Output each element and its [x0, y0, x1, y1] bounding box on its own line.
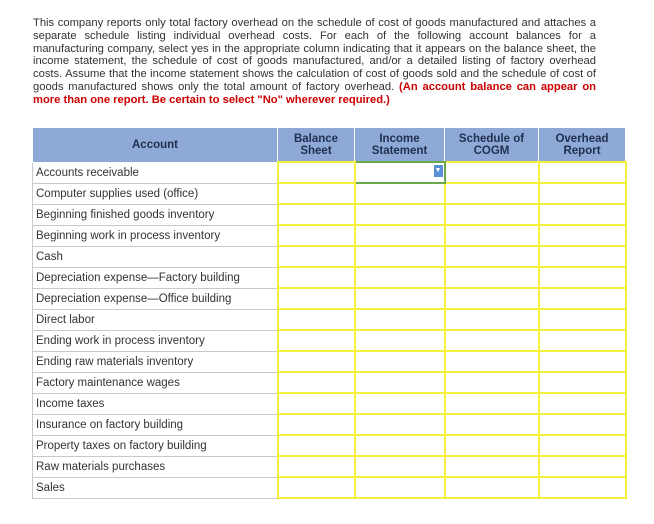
overhead-report-select[interactable] — [539, 309, 626, 330]
table-row — [33, 393, 626, 414]
income-statement-select[interactable] — [355, 393, 445, 414]
account-name: Insurance on factory building — [33, 414, 278, 435]
overhead-report-select[interactable] — [539, 372, 626, 393]
balance-sheet-select[interactable] — [278, 351, 355, 372]
table-row — [33, 309, 626, 330]
account-name: Beginning finished goods inventory — [33, 204, 278, 225]
header-balance-sheet: Balance Sheet — [278, 128, 355, 163]
overhead-report-select[interactable] — [539, 477, 626, 498]
instructions-text: This company reports only total factory overhead on the schedule of cost of goods manufactured and attaches a separate schedule listing individual overhead costs. For each of the following account balances for a manufacturing company, select yes in the appropriate column indicating that it appears on the balance sheet, the income statement, the schedule of cost of goods manufactured, and/or a detailed listing of factory overhead costs. Assume that the income statement shows the calculation of cost of goods sold and the schedule of cost of goods manufactured shows only the total amount of factory overhead. — [33, 17, 596, 93]
table-row — [33, 288, 626, 309]
balance-sheet-select[interactable] — [278, 330, 355, 351]
cogm-select[interactable] — [445, 414, 539, 435]
account-name: Cash — [33, 246, 278, 267]
account-name: Ending work in process inventory — [33, 330, 278, 351]
cogm-select[interactable] — [445, 456, 539, 477]
overhead-report-select[interactable] — [539, 393, 626, 414]
instructions-note: (An account balance can appear on more than one report. Be certain to select "No" wherever required.) — [33, 80, 596, 106]
cogm-select[interactable] — [445, 393, 539, 414]
income-statement-select[interactable] — [355, 477, 445, 498]
income-statement-select[interactable] — [355, 267, 445, 288]
balance-sheet-select[interactable] — [278, 183, 355, 204]
table-row — [33, 162, 626, 183]
income-statement-select[interactable] — [355, 456, 445, 477]
cogm-select[interactable] — [445, 204, 539, 225]
account-name: Depreciation expense—Office building — [33, 288, 278, 309]
header-cogm: Schedule of COGM — [445, 128, 539, 163]
balance-sheet-select[interactable] — [278, 162, 355, 183]
income-statement-select[interactable] — [355, 162, 445, 183]
balance-sheet-select[interactable] — [278, 372, 355, 393]
account-name: Raw materials purchases — [33, 456, 278, 477]
balance-sheet-select[interactable] — [278, 477, 355, 498]
overhead-report-select[interactable] — [539, 183, 626, 204]
account-name: Sales — [33, 477, 278, 498]
header-row — [33, 128, 626, 163]
income-statement-select[interactable] — [355, 435, 445, 456]
overhead-report-select[interactable] — [539, 414, 626, 435]
account-name: Computer supplies used (office) — [33, 183, 278, 204]
overhead-report-select[interactable] — [539, 204, 626, 225]
income-statement-select[interactable] — [355, 183, 445, 204]
cogm-select[interactable] — [445, 225, 539, 246]
balance-sheet-select[interactable] — [278, 288, 355, 309]
cogm-select[interactable] — [445, 477, 539, 498]
header-account: Account — [33, 128, 278, 163]
income-statement-select[interactable] — [355, 330, 445, 351]
cogm-select[interactable] — [445, 435, 539, 456]
income-statement-select[interactable] — [355, 246, 445, 267]
cogm-select[interactable] — [445, 183, 539, 204]
balance-sheet-select[interactable] — [278, 393, 355, 414]
balance-sheet-select[interactable] — [278, 414, 355, 435]
overhead-report-select[interactable] — [539, 225, 626, 246]
overhead-report-select[interactable] — [539, 456, 626, 477]
table-row — [33, 183, 626, 204]
balance-sheet-select[interactable] — [278, 309, 355, 330]
cogm-select[interactable] — [445, 267, 539, 288]
report-table — [32, 127, 627, 499]
overhead-report-select[interactable] — [539, 351, 626, 372]
header-overhead-report: Overhead Report — [539, 128, 626, 163]
balance-sheet-select[interactable] — [278, 267, 355, 288]
cogm-select[interactable] — [445, 288, 539, 309]
cogm-select[interactable] — [445, 162, 539, 183]
overhead-report-select[interactable] — [539, 246, 626, 267]
chevron-down-icon[interactable]: ▼ — [434, 165, 443, 177]
table-row — [33, 435, 626, 456]
overhead-report-select[interactable] — [539, 288, 626, 309]
account-name: Beginning work in process inventory — [33, 225, 278, 246]
account-name: Direct labor — [33, 309, 278, 330]
overhead-report-select[interactable] — [539, 435, 626, 456]
cogm-select[interactable] — [445, 372, 539, 393]
table-row — [33, 225, 626, 246]
balance-sheet-select[interactable] — [278, 204, 355, 225]
account-name: Income taxes — [33, 393, 278, 414]
income-statement-select[interactable] — [355, 204, 445, 225]
table-row — [33, 456, 626, 477]
income-statement-select[interactable] — [355, 288, 445, 309]
account-name: Property taxes on factory building — [33, 435, 278, 456]
table-row — [33, 372, 626, 393]
table-row — [33, 351, 626, 372]
overhead-report-select[interactable] — [539, 267, 626, 288]
cogm-select[interactable] — [445, 351, 539, 372]
account-name: Ending raw materials inventory — [33, 351, 278, 372]
balance-sheet-select[interactable] — [278, 435, 355, 456]
instructions — [33, 17, 596, 107]
table-row — [33, 246, 626, 267]
table-row — [33, 477, 626, 498]
balance-sheet-select[interactable] — [278, 456, 355, 477]
overhead-report-select[interactable] — [539, 162, 626, 183]
income-statement-select[interactable] — [355, 309, 445, 330]
cogm-select[interactable] — [445, 246, 539, 267]
balance-sheet-select[interactable] — [278, 225, 355, 246]
table-row — [33, 330, 626, 351]
table-row — [33, 267, 626, 288]
table-row — [33, 414, 626, 435]
header-income-statement: Income Statement — [355, 128, 445, 163]
cogm-select[interactable] — [445, 330, 539, 351]
income-statement-select[interactable] — [355, 351, 445, 372]
cogm-select[interactable] — [445, 309, 539, 330]
income-statement-select[interactable] — [355, 225, 445, 246]
account-name: Accounts receivable — [33, 162, 278, 183]
overhead-report-select[interactable] — [539, 330, 626, 351]
account-name: Factory maintenance wages — [33, 372, 278, 393]
balance-sheet-select[interactable] — [278, 246, 355, 267]
income-statement-select[interactable] — [355, 414, 445, 435]
account-name: Depreciation expense—Factory building — [33, 267, 278, 288]
income-statement-select[interactable] — [355, 372, 445, 393]
table-row — [33, 204, 626, 225]
